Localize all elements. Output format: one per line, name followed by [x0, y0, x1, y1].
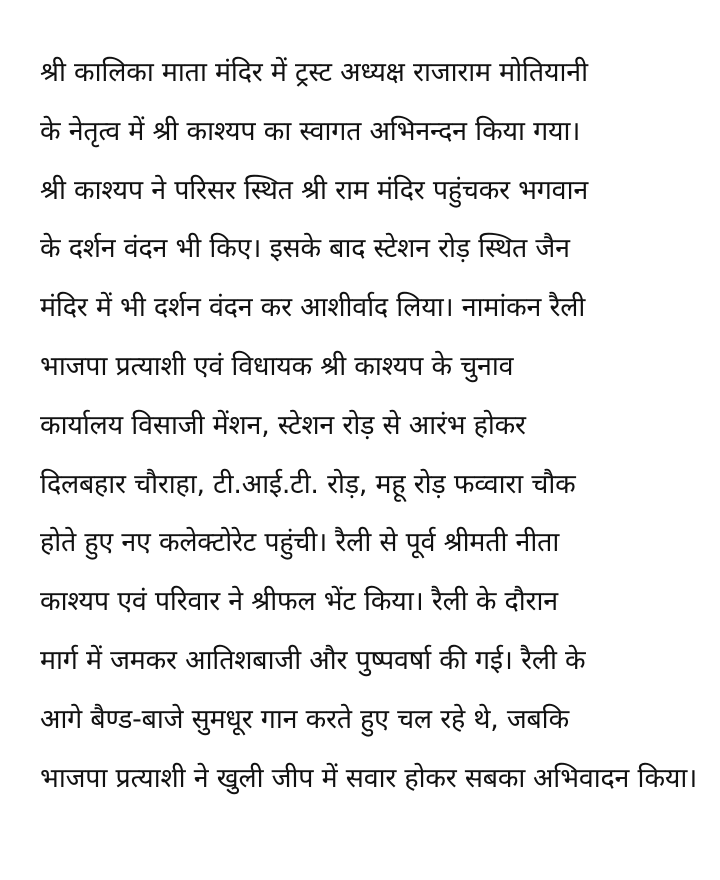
article-line-11: मार्ग में जमकर आतिशबाजी और पुष्पवर्षा की गई। रैली के — [40, 644, 586, 676]
article-paragraph — [40, 44, 700, 808]
article-line-1: श्री कालिका माता मंदिर में ट्रस्ट अध्यक्ष राजाराम मोतियानी — [40, 57, 588, 88]
article-line-6: भाजपा प्रत्याशी एवं विधायक श्री काश्यप के चुनाव — [40, 350, 514, 382]
article-line-5: मंदिर में भी दर्शन वंदन कर आशीर्वाद लिया। नामांकन रैली — [40, 292, 586, 324]
article-line-14: अभिवादन किया। — [533, 762, 698, 794]
article-line-10: काश्यप एवं परिवार ने श्रीफल भेंट किया। रैली के दौरान — [40, 586, 558, 618]
article-line-9: होते हुए नए कलेक्टोरेट पहुंची। रैली से पूर्व श्रीमती नीता — [40, 527, 560, 559]
article-line-3: श्री काश्यप ने परिसर स्थित श्री राम मंदिर पहुंचकर भगवान — [40, 174, 589, 206]
article-line-2: के नेतृत्व में श्री काश्यप का स्वागत अभिनन्दन किया गया। — [40, 115, 581, 147]
article-line-12: आगे बैण्ड-बाजे सुमधूर गान करते हुए चल रहे थे, जबकि — [40, 703, 569, 735]
article-line-8: दिलबहार चौराहा, टी.आई.टी. रोड़, महू रोड़ फव्वारा चौक — [40, 468, 576, 500]
article-line-7: कार्यालय विसाजी मेंशन, स्टेशन रोड़ से आरंभ होकर — [40, 409, 526, 441]
article-line-4: के दर्शन वंदन भी किए। इसके बाद स्टेशन रोड़ स्थित जैन — [40, 233, 570, 265]
article-line-13: भाजपा प्रत्याशी ने खुली जीप में सवार होकर सबका — [40, 762, 526, 794]
